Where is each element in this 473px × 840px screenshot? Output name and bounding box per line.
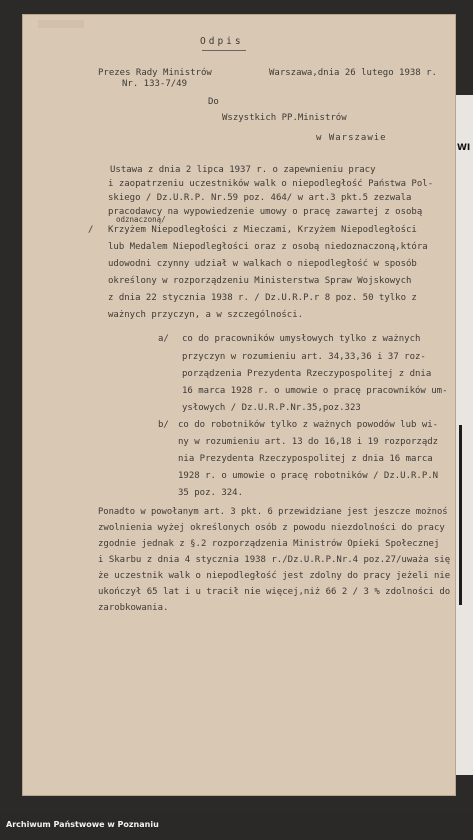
archive-credit: Archiwum Państwowe w Poznaniu [6,820,159,829]
sender: Prezes Rady Ministrów [98,68,212,78]
body-line: określony w rozporządzeniu Ministerstwa Spraw Wojskowych [108,276,412,286]
recipient-prefix: Do [208,97,219,107]
title-underline [202,50,246,51]
underlying-sheet-edge [459,425,462,605]
reference-number: Nr. 133-7/49 [122,79,188,89]
item-b-line: nia Prezydenta Rzeczypospolitej z dnia 16 marca [178,454,433,464]
body-line: pracodawcy na wypowiedzenie umowy o pracę zawartej z osobą [108,207,423,217]
underlying-sheet [455,95,473,775]
body-line: skiego / Dz.U.R.P. Nr.59 poz. 464/ w art.3 pkt.5 zezwala [108,193,412,203]
body-line: Krzyżem Niepodległości z Mieczami, Krzyżem Niepodległości [108,225,417,235]
closing-line: ukończył 65 lat i u tracił nie więcej,niż 66 2 / 3 % zdolności do [98,587,451,597]
item-b-line: ny w rozumieniu art. 13 do 16,18 i 19 rozporządz [178,437,439,447]
underlying-sheet-text: WI [457,143,471,153]
item-b-marker: b/ [158,420,169,430]
body-line: lub Medalem Niepodległości oraz z osobą niedoznaczoną,która [108,242,428,252]
item-a-line: co do pracowników umysłowych tylko z ważnych [182,334,421,344]
body-line: Ustawa z dnia 2 lipca 1937 r. o zapewnieniu pracy [110,165,376,175]
item-a-line: przyczyn w rozumieniu art. 34,33,36 i 37 roz- [182,352,426,362]
closing-line: zwolnienia wyżej określonych osób z powodu niezdolności do pracy [98,523,445,533]
item-a-line: 16 marca 1928 r. o umowie o pracę pracowników um- [182,386,448,396]
item-a-line: ysłowych / Dz.U.R.P.Nr.35,poz.323 [182,403,361,413]
item-b-line: 1928 r. o umowie o pracę robotników / Dz.U.R.P.N [178,471,439,481]
closing-line: zgodnie jednak z §.2 rozporządzenia Ministrów Opieki Społecznej [98,539,440,549]
item-b-line: co do robotników tylko z ważnych powodów lub wi- [178,420,439,430]
body-line: i zaopatrzeniu uczestników walk o niepodległość Państwa Pol- [108,179,434,189]
recipient-city: w Warszawie [316,133,387,143]
closing-line: Ponadto w powołanym art. 3 pkt. 6 przewidziane jest jeszcze możnoś [98,507,448,517]
slash-marker: / [88,225,94,235]
item-a-marker: a/ [158,334,169,344]
recipient-addressee: Wszystkich PP.Ministrów [222,113,347,123]
inserted-word: odznaczoną/ [116,215,166,224]
body-line: ważnych przyczyn, a w szczególności. [108,310,304,320]
closing-line: zarobkowania. [98,603,169,613]
body-line: udowodni czynny udział w walkach o niepodległość w sposób [108,259,417,269]
body-line: z dnia 22 stycznia 1938 r. / Dz.U.R.P.r 8 poz. 50 tylko z [108,293,417,303]
item-a-line: porządzenia Prezydenta Rzeczypospolitej z dnia [182,369,432,379]
document-title: Odpis [200,36,244,47]
closing-line: że uczestnik walk o niepodległość jest zdolny do pracy jeżeli nie [98,571,451,581]
closing-line: i Skarbu z dnia 4 stycznia 1938 r./Dz.U.R.P.Nr.4 poz.27/uważa się [98,555,451,565]
page-tab [38,20,84,28]
item-b-line: 35 poz. 324. [178,488,244,498]
document-page [22,14,456,796]
place-date: Warszawa,dnia 26 lutego 1938 r. [269,68,437,78]
